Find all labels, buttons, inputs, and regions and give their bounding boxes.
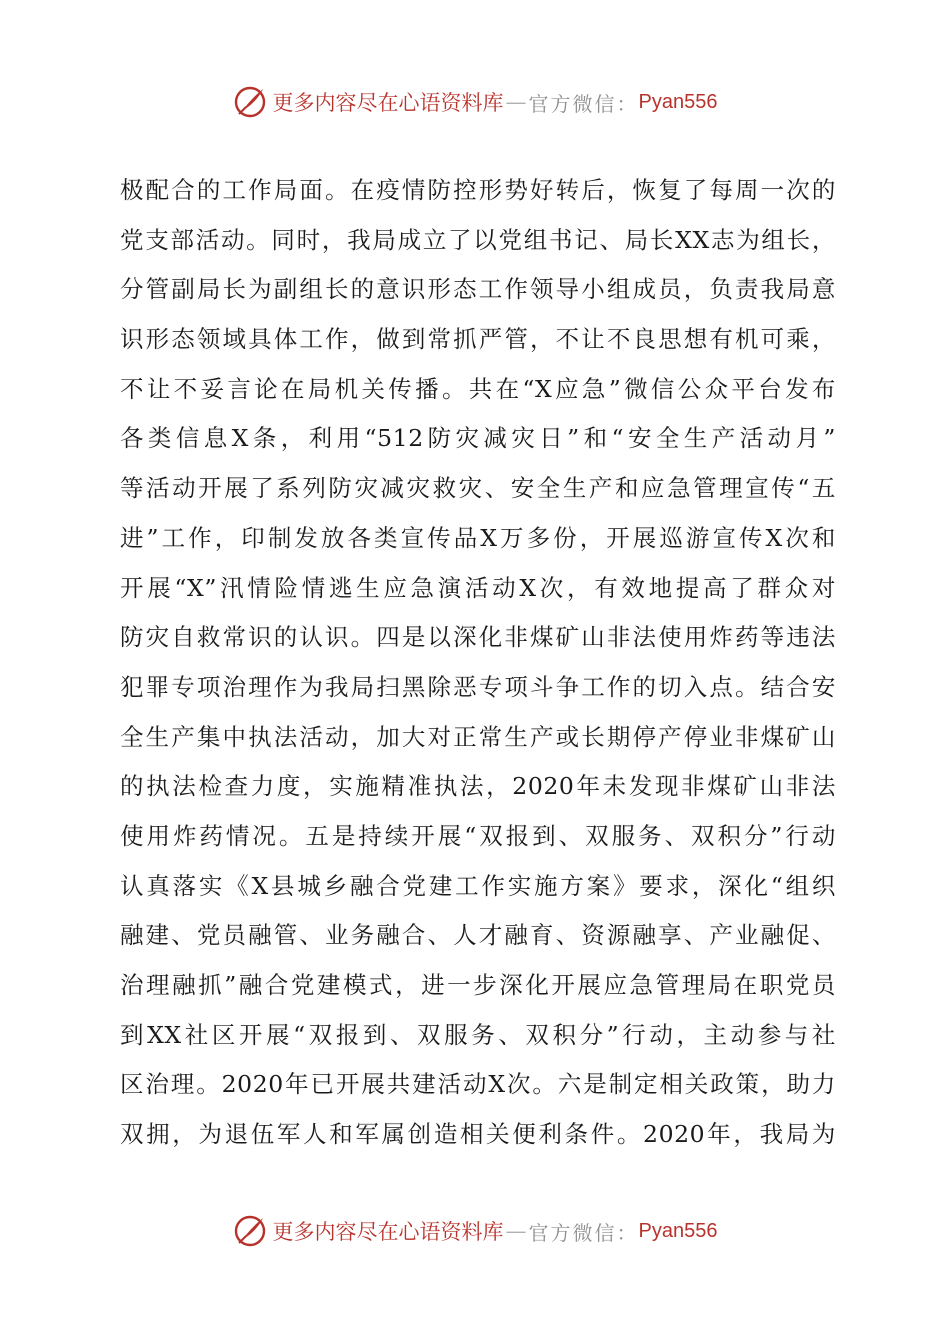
body-line: 融建、党员融管、业务融合、人才融育、资源融享、产业融促、 bbox=[120, 921, 836, 950]
body-line: 分管副局长为副组长的意识形态工作领导小组成员，负责我局意 bbox=[120, 275, 836, 304]
body-line: 党支部活动。同时，我局成立了以党组书记、局长XX志为组长， bbox=[120, 225, 836, 254]
header-banner bbox=[0, 82, 950, 122]
body-line: 治理融抓”融合党建模式，进一步深化开展应急管理局在职党员 bbox=[120, 971, 836, 999]
body-line: 犯罪专项治理作为我局扫黑除恶专项斗争工作的切入点。结合安 bbox=[120, 672, 836, 701]
body-line: 开展“X”汛情险情逃生应急演活动X次，有效地提高了群众对 bbox=[120, 573, 836, 602]
body-line: 到XX社区开展“双报到、双服务、双积分”行动，主动参与社 bbox=[120, 1020, 836, 1049]
footer-brand-text: 更多内容尽在心语资料库 bbox=[272, 1220, 504, 1244]
header-official-label: 官方微信： bbox=[528, 91, 639, 116]
body-line: 不让不妥言论在局机关传播。共在“X应急”微信公众平台发布 bbox=[120, 374, 836, 403]
body-line: 进”工作，印制发放各类宣传品X万多份，开展巡游宣传X次和 bbox=[120, 523, 836, 552]
quill-logo-icon bbox=[233, 1214, 267, 1248]
body-line: 极配合的工作局面。在疫情防控形势好转后，恢复了每周一次的 bbox=[120, 176, 836, 204]
body-line: 认真落实《X县城乡融合党建工作实施方案》要求，深化“组织 bbox=[120, 871, 836, 900]
body-line: 双拥，为退伍军人和军属创造相关便利条件。2020年，我局为 bbox=[120, 1120, 836, 1149]
body-line: 全生产集中执法活动，加大对正常生产或长期停产停业非煤矿山 bbox=[120, 722, 836, 751]
body-line: 使用炸药情况。五是持续开展“双报到、双服务、双积分”行动 bbox=[120, 821, 836, 850]
footer-banner bbox=[0, 1211, 950, 1251]
footer-wechat-id: Pyan556 bbox=[638, 1219, 718, 1242]
body-line: 等活动开展了系列防灾减灾救灾、安全生产和应急管理宣传“五 bbox=[120, 474, 836, 503]
body-line: 的执法检查力度，实施精准执法，2020年未发现非煤矿山非法 bbox=[120, 772, 836, 801]
header-separator: — bbox=[505, 90, 527, 114]
body-line: 识形态领域具体工作，做到常抓严管，不让不良思想有机可乘， bbox=[120, 325, 836, 354]
header-brand-text: 更多内容尽在心语资料库 bbox=[272, 91, 504, 115]
document-body bbox=[120, 166, 836, 1160]
header-wechat-id: Pyan556 bbox=[638, 90, 718, 113]
footer-separator: — bbox=[505, 1219, 527, 1243]
quill-logo-icon bbox=[233, 85, 267, 119]
body-line: 各类信息X条，利用“512防灾减灾日”和“安全生产活动月” bbox=[120, 424, 836, 453]
body-line: 区治理。2020年已开展共建活动X次。六是制定相关政策，助力 bbox=[120, 1070, 836, 1099]
footer-official-label: 官方微信： bbox=[528, 1220, 639, 1245]
body-line: 防灾自救常识的认识。四是以深化非煤矿山非法使用炸药等违法 bbox=[120, 623, 836, 652]
